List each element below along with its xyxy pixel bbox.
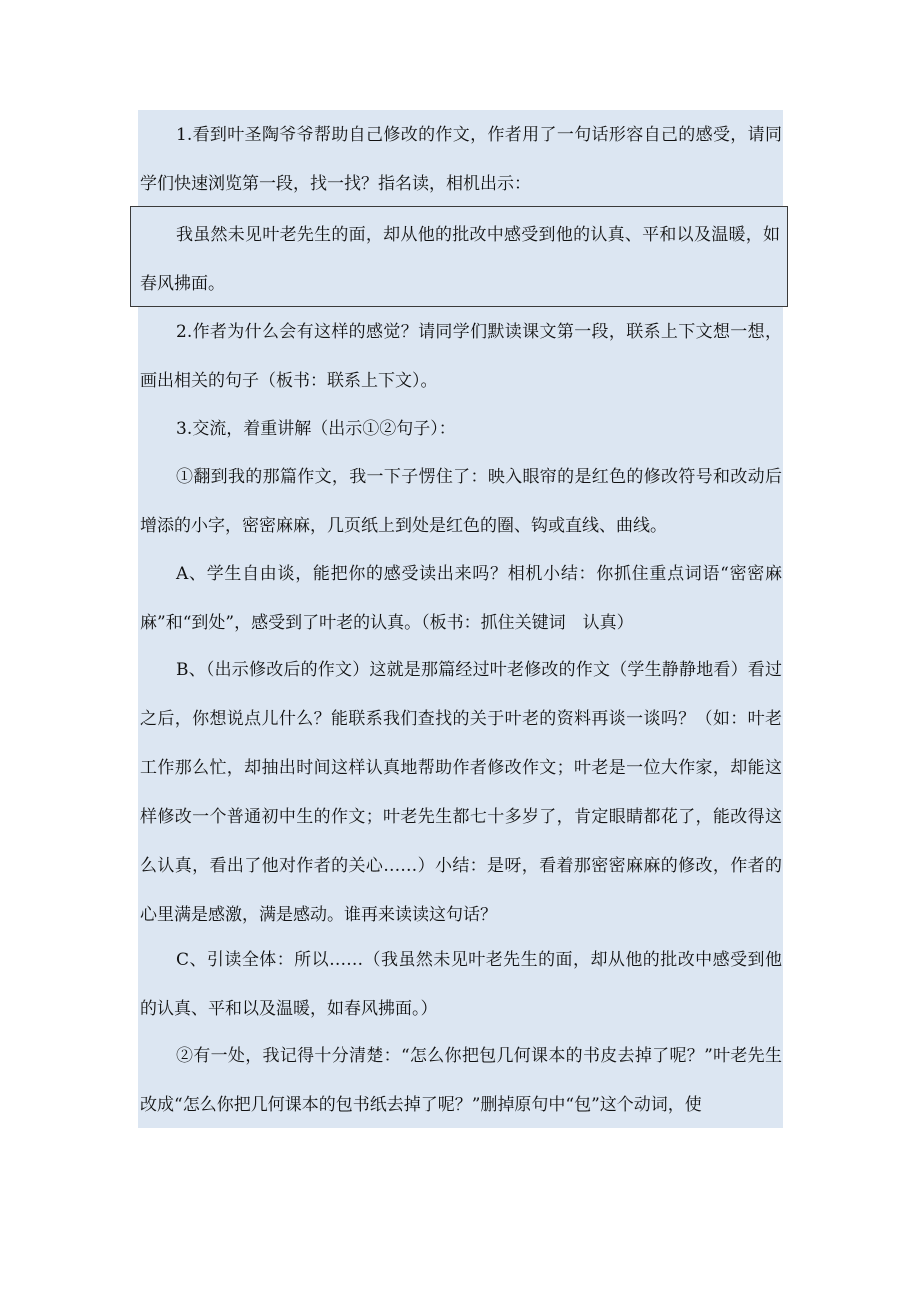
paragraph-6: B、（出示修改后的作文）这就是那篇经过叶老修改的作文（学生静静地看）看过之后，你想说点儿什么？能联系我们查找的关于叶老的资料再谈一谈吗？（如：叶老工作那么忙，却抽出时间这样认真地帮助作者修改作文；叶老是一位大作家，却能这样修改一个普通初中生的作文；叶老先生都七十多岁了，肯定眼睛都花了，能改得这么认真，看出了他对作者的关心……）小结：是呀，看着那密密麻麻的修改，作者的心里满是感激，满是感动。谁再来读读这句话？ — [140, 660, 782, 925]
paragraph-2: 2.作者为什么会有这样的感觉？请同学们默读课文第一段，联系上下文想一想，画出相关的句子（板书：联系上下文）。 — [140, 322, 782, 391]
quote-text: 我虽然未见叶老先生的面，却从他的批改中感受到他的认真、平和以及温暖，如春风拂面。 — [140, 225, 780, 294]
paragraph-4: ①翻到我的那篇作文，我一下子愣住了：映入眼帘的是红色的修改符号和改动后增添的小字，密密麻麻，几页纸上到处是红色的圈、钩或直线、曲线。 — [140, 467, 782, 536]
paragraph-1: 1.看到叶圣陶爷爷帮助自己修改的作文，作者用了一句话形容自己的感受，请同学们快速浏览第一段，找一找？指名读，相机出示： — [140, 125, 782, 194]
paragraph-7: C、引读全体：所以……（我虽然未见叶老先生的面，却从他的批改中感受到他的认真、平和以及温暖，如春风拂面。） — [140, 950, 782, 1019]
quote-box — [130, 206, 788, 307]
paragraph-8: ②有一处，我记得十分清楚：“怎么你把包几何课本的书皮去掉了呢？”叶老先生改成“怎么你把几何课本的包书纸去掉了呢？”删掉原句中“包”这个动词，使 — [140, 1046, 782, 1115]
paragraph-3: 3.交流，着重讲解（出示①②句子）： — [176, 419, 456, 439]
paragraph-5: A、学生自由谈，能把你的感受读出来吗？相机小结：你抓住重点词语“密密麻麻”和“到处”，感受到了叶老的认真。（板书：抓住关键词 认真） — [140, 564, 782, 633]
